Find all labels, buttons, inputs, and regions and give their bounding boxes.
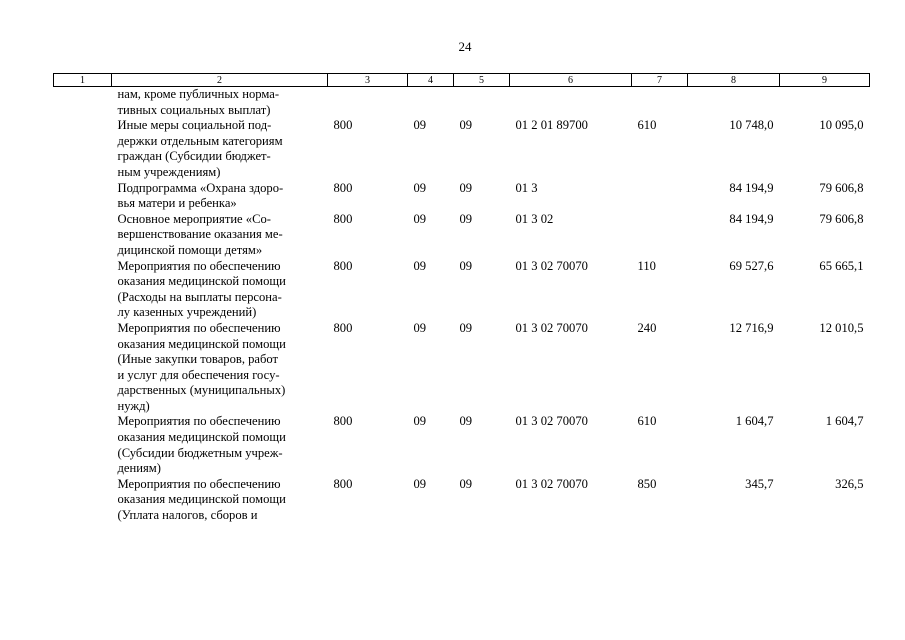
cell-index xyxy=(54,181,112,212)
cell-target: 01 3 xyxy=(515,180,538,195)
cell-index xyxy=(54,414,112,476)
cell-expense-type xyxy=(632,212,688,259)
table-row xyxy=(54,87,870,119)
cell-section: 09 xyxy=(413,180,427,195)
header-col-1: 1 xyxy=(54,74,112,87)
header-row xyxy=(54,74,870,87)
cell-name: Мероприятия по обеспечению оказания медицинской помощи (Уплата налогов, сборов и xyxy=(117,476,286,523)
cell-target: 01 3 02 70070 xyxy=(515,476,588,491)
cell-ministry: 800 xyxy=(333,414,353,429)
header-col-2: 2 xyxy=(112,74,328,87)
table-row xyxy=(54,181,870,212)
cell-amount-1: 84 194,9 xyxy=(729,211,774,226)
cell-target: 01 3 02 xyxy=(515,211,554,226)
cell-amount-1: 69 527,6 xyxy=(729,258,774,273)
cell-name: Основное мероприятие «Со- вершенствование оказания ме- дицинской помощи детям» xyxy=(117,211,283,257)
cell-section: 09 xyxy=(413,211,427,226)
cell-subsection: 09 xyxy=(459,180,473,195)
table-body xyxy=(54,87,870,524)
cell-expense-type xyxy=(632,181,688,212)
header-col-9: 9 xyxy=(780,74,870,87)
cell-ministry: 800 xyxy=(333,211,353,226)
cell-amount-1: 84 194,9 xyxy=(729,180,774,195)
cell-expense-type: 610 xyxy=(637,118,657,133)
cell-target: 01 3 02 70070 xyxy=(515,414,588,429)
table-row xyxy=(54,477,870,524)
cell-name: нам, кроме публичных норма- тивных социальных выплат) xyxy=(117,87,280,117)
cell-target: 01 3 02 70070 xyxy=(515,320,588,335)
cell-amount-2 xyxy=(780,87,870,119)
cell-expense-type: 110 xyxy=(637,258,656,273)
header-col-4: 4 xyxy=(408,74,454,87)
cell-section xyxy=(408,87,454,119)
cell-target: 01 3 02 70070 xyxy=(515,258,588,273)
cell-section: 09 xyxy=(413,414,427,429)
table-row xyxy=(54,212,870,259)
cell-index xyxy=(54,87,112,119)
cell-amount-1: 1 604,7 xyxy=(735,414,774,429)
cell-section: 09 xyxy=(413,476,427,491)
header-col-6: 6 xyxy=(510,74,632,87)
cell-index xyxy=(54,118,112,180)
cell-amount-2: 10 095,0 xyxy=(819,118,864,133)
table-row xyxy=(54,414,870,476)
cell-target xyxy=(510,87,632,119)
cell-amount-2: 1 604,7 xyxy=(825,414,864,429)
table-row xyxy=(54,118,870,180)
header-col-3: 3 xyxy=(328,74,408,87)
cell-expense-type: 850 xyxy=(637,476,657,491)
cell-ministry: 800 xyxy=(333,258,353,273)
cell-amount-1 xyxy=(688,87,780,119)
header-col-7: 7 xyxy=(632,74,688,87)
cell-index xyxy=(54,212,112,259)
cell-expense-type: 240 xyxy=(637,320,657,335)
cell-subsection xyxy=(454,87,510,119)
cell-index xyxy=(54,259,112,321)
cell-amount-2: 12 010,5 xyxy=(819,320,864,335)
cell-expense-type: 610 xyxy=(637,414,657,429)
cell-amount-2: 326,5 xyxy=(835,476,864,491)
cell-amount-1: 12 716,9 xyxy=(729,320,774,335)
table-row xyxy=(54,321,870,415)
cell-subsection: 09 xyxy=(459,476,473,491)
cell-section: 09 xyxy=(413,258,427,273)
cell-amount-1: 10 748,0 xyxy=(729,118,774,133)
cell-ministry xyxy=(328,87,408,119)
cell-name: Мероприятия по обеспечению оказания медицинской помощи (Расходы на выплаты персона- лу казенных учреждений) xyxy=(117,258,286,320)
header-col-8: 8 xyxy=(688,74,780,87)
cell-subsection: 09 xyxy=(459,211,473,226)
cell-section: 09 xyxy=(413,320,427,335)
cell-name: Мероприятия по обеспечению оказания медицинской помощи (Иные закупки товаров, работ и услуг для обеспечения госу- дарственных (муниципальных) нужд) xyxy=(117,320,286,413)
cell-name: Подпрограмма «Охрана здоро- вья матери и ребенка» xyxy=(117,180,284,211)
cell-amount-2: 65 665,1 xyxy=(819,258,864,273)
cell-ministry: 800 xyxy=(333,320,353,335)
cell-name: Иные меры социальной под- держки отдельным категориям граждан (Субсидии бюджет- ным учреждениям) xyxy=(117,118,283,179)
cell-name: Мероприятия по обеспечению оказания медицинской помощи (Субсидии бюджетным учреж- дениям) xyxy=(117,414,286,476)
cell-amount-2: 79 606,8 xyxy=(819,211,864,226)
cell-index xyxy=(54,477,112,524)
budget-table xyxy=(53,73,870,524)
cell-section: 09 xyxy=(413,118,427,133)
cell-subsection: 09 xyxy=(459,258,473,273)
cell-amount-1: 345,7 xyxy=(745,476,774,491)
header-col-5: 5 xyxy=(454,74,510,87)
cell-index xyxy=(54,321,112,415)
cell-amount-2: 79 606,8 xyxy=(819,180,864,195)
cell-subsection: 09 xyxy=(459,414,473,429)
cell-subsection: 09 xyxy=(459,320,473,335)
page-number: 24 xyxy=(458,39,472,54)
cell-expense-type xyxy=(632,87,688,119)
cell-ministry: 800 xyxy=(333,180,353,195)
cell-target: 01 2 01 89700 xyxy=(515,118,588,133)
table-row xyxy=(54,259,870,321)
cell-ministry: 800 xyxy=(333,476,353,491)
cell-ministry: 800 xyxy=(333,118,353,133)
cell-subsection: 09 xyxy=(459,118,473,133)
